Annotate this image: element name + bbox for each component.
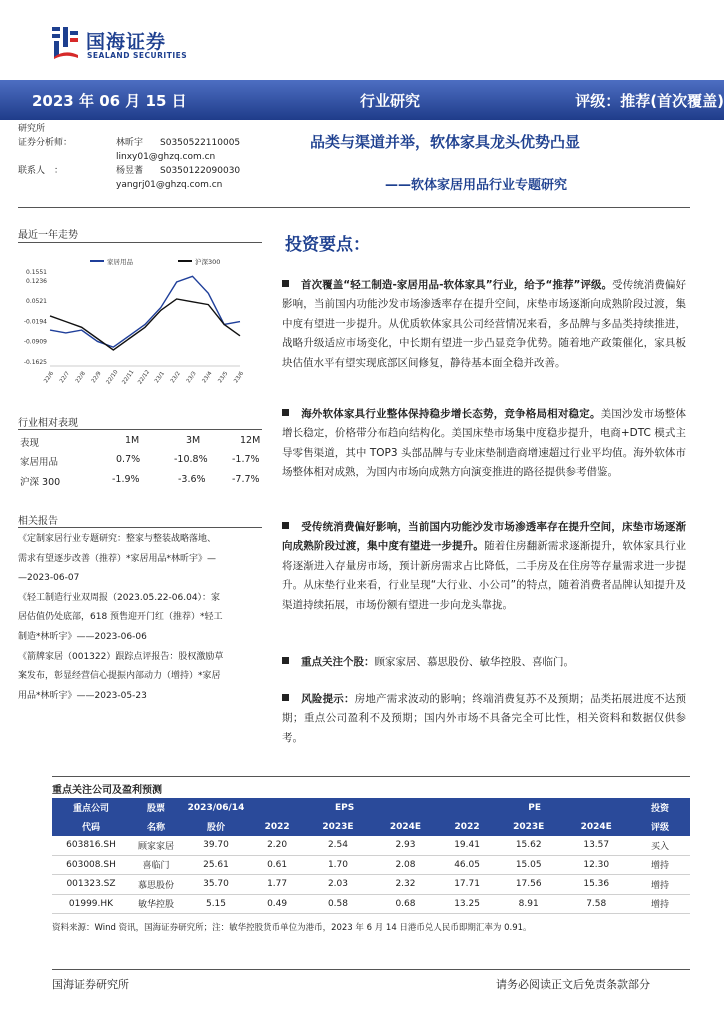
forecast-divider (52, 776, 690, 777)
cell-eps-2024e: 0.68 (372, 894, 440, 914)
th-pe-2024e: 2024E (562, 817, 630, 836)
y-tick-label: -0.0194 (23, 318, 47, 326)
cell-pe-2024e: 15.36 (562, 875, 630, 895)
report-line[interactable]: 《箭牌家居（001322）跟踪点评报告：股权激励草 (18, 651, 224, 662)
cell-code: 603008.SH (52, 855, 130, 875)
highlight-body: 随着住房翻新需求逐渐提升，软体家具行业将逐渐进入存量房市场，预计新房需求占比降低，二手房及在住房等存量需求进一步提升。从床垫行业来看，行业呈现“大行业、小公司”的特点，随着消费者品牌认知提升及渠道持续拓展，市场份额有望进一步向龙头靠拢。 (282, 540, 687, 611)
x-tick-label: 23/5 (217, 370, 230, 385)
cell-eps-2022: 0.61 (250, 855, 304, 875)
x-tick-label: 22/6 (43, 370, 56, 385)
th-rating: 评级 (630, 817, 690, 836)
dept-label: 研究所 (18, 124, 46, 134)
performance-heading: 行业相对表现 (18, 418, 78, 429)
highlight-lead: 重点关注个股： (301, 656, 375, 668)
report-line[interactable]: 制造*林昕宇》——2023-06-06 (18, 631, 147, 642)
cell-pe-2022: 13.25 (439, 894, 495, 914)
cell-eps-2024e: 2.08 (372, 855, 440, 875)
highlight-body: 受传统消费偏好影响，当前国内功能沙发市场渗透率存在提升空间，床垫市场逐渐向成熟阶段过渡，集中度有望进一步提升。从优质软体家具公司经营情况来看，多品牌与多品类持续推进，战略升级适应市场变化，中长期有望进一步凸显竞争优势。随着地产政策催化，家具板块估值水平有望实现底部区间修复，静待基本面全稳并改善。 (282, 279, 686, 369)
x-tick-label: 23/2 (169, 370, 182, 385)
cell-price: 39.70 (182, 836, 250, 855)
perf-row-name: 家居用品 (20, 457, 59, 468)
table-row (18, 450, 262, 470)
highlight-paragraph-1 (282, 276, 686, 373)
brand-name-en: SEALAND SECURITIES (87, 51, 188, 60)
th-name: 名称 (130, 817, 182, 836)
legend-label-furniture: 家居用品 (107, 258, 133, 266)
x-tick-label: 22/12 (137, 369, 152, 386)
report-category: 行业研究 (360, 92, 421, 110)
cell-pe-2022: 17.71 (439, 875, 495, 895)
investment-heading: 投资要点： (285, 235, 370, 255)
x-tick-label: 23/1 (154, 370, 167, 385)
cell-name: 敏华控股 (130, 894, 182, 914)
trend-divider (18, 242, 262, 243)
cell-pe-2024e: 13.57 (562, 836, 630, 855)
legend-label-hs300: 沪深300 (195, 258, 221, 266)
perf-col-label: 表现 (20, 438, 40, 449)
performance-header-row (18, 431, 262, 451)
analyst-email[interactable]: linxy01@ghzq.com.cn (116, 152, 216, 162)
bullet-icon (282, 280, 289, 287)
cell-rating: 增持 (630, 894, 690, 914)
x-tick-label: 23/3 (185, 370, 198, 385)
table-row (52, 855, 690, 875)
brand-logo (50, 25, 200, 65)
highlight-paragraph-2 (282, 405, 686, 483)
cell-eps-2023e: 2.03 (304, 875, 372, 895)
highlight-lead: 风险提示： (301, 693, 355, 705)
perf-row-1m: -1.9% (112, 474, 140, 485)
report-line[interactable]: 需求有望逐步改善（推荐）*家居用品*林昕宇》— (18, 553, 217, 564)
cell-eps-2023e: 1.70 (304, 855, 372, 875)
th-eps: EPS (250, 798, 439, 817)
perf-row-12m: -7.7% (232, 474, 260, 485)
contact-code: S0350122090030 (160, 166, 241, 176)
th-company: 重点公司 (52, 798, 130, 817)
table-row (52, 875, 690, 895)
y-tick-label: 0.0521 (26, 298, 47, 306)
th-pe-2022: 2022 (439, 817, 495, 836)
report-line[interactable]: 居估值仍处底部，618 预售迎开门红（推荐）*轻工 (18, 612, 223, 623)
th-invest: 投资 (630, 798, 690, 817)
bullet-icon (282, 694, 289, 701)
cell-pe-2023e: 15.62 (495, 836, 563, 855)
footer-disclaimer: 请务必阅读正文后免责条款部分 (496, 978, 650, 991)
perf-row-3m: -3.6% (178, 474, 206, 485)
cell-eps-2022: 1.77 (250, 875, 304, 895)
highlight-paragraph-4 (282, 653, 686, 672)
cell-eps-2023e: 0.58 (304, 894, 372, 914)
y-tick-label: 0.1551 (26, 269, 47, 276)
cell-name: 喜临门 (130, 855, 182, 875)
x-tick-label: 22/7 (59, 370, 72, 385)
perf-col-12m: 12M (240, 435, 261, 446)
forecast-title: 重点关注公司及盈利预测 (52, 785, 162, 796)
cell-eps-2022: 2.20 (250, 836, 304, 855)
th-pe: PE (439, 798, 630, 817)
cell-pe-2022: 19.41 (439, 836, 495, 855)
cell-price: 35.70 (182, 875, 250, 895)
cell-pe-2023e: 17.56 (495, 875, 563, 895)
highlight-body: 美国沙发市场整体增长稳定，价格带分布趋向结构化。美国床垫市场集中度稳步提升，电商+DTC 模式主导零售渠道，其中 TOP3 头部品牌与专业床垫制造商增速超过行业平均值。海外软体市场整体相对成熟，为国内市场向成熟方向演变推进的路径提供参考借鉴。 (282, 408, 687, 479)
footer-institute: 国海证券研究所 (52, 978, 129, 991)
th-stock: 股票 (130, 798, 182, 817)
cell-price: 25.61 (182, 855, 250, 875)
title-divider (18, 207, 690, 208)
highlight-lead: 受传统消费偏好影响，当前国内功能沙发市场渗透率存在提升空间，床垫市场逐渐向成熟阶段过渡，集中度有望进一步提升。 (282, 521, 686, 553)
highlight-paragraph-5 (282, 690, 686, 748)
cell-rating: 买入 (630, 836, 690, 855)
cell-code: 001323.SZ (52, 875, 130, 895)
report-line[interactable]: 案发布，彰显经营信心提振内部动力（增持）*家居 (18, 671, 221, 682)
reports-heading: 相关报告 (18, 516, 58, 527)
cell-pe-2024e: 7.58 (562, 894, 630, 914)
th-eps-2024e: 2024E (372, 817, 440, 836)
cell-eps-2023e: 2.54 (304, 836, 372, 855)
cell-code: 603816.SH (52, 836, 130, 855)
bullet-icon (282, 522, 289, 529)
cell-pe-2022: 46.05 (439, 855, 495, 875)
perf-row-3m: -10.8% (174, 454, 208, 465)
th-price: 股价 (182, 817, 250, 836)
highlight-paragraph-3 (282, 518, 686, 615)
report-date: 2023 年 06 月 15 日 (32, 92, 187, 110)
performance-divider (18, 429, 262, 430)
forecast-header-row-2 (52, 817, 690, 836)
th-eps-2022: 2022 (250, 817, 304, 836)
table-row (52, 894, 690, 914)
report-line[interactable]: 《轻工制造行业双周报（2023.05.22-06.04）：家 (18, 592, 221, 603)
trend-chart (18, 250, 262, 390)
x-tick-label: 22/11 (121, 369, 136, 386)
report-line[interactable]: —2023-06-07 (18, 573, 80, 584)
sealand-logo-icon (50, 25, 80, 59)
forecast-header-row-1 (52, 798, 690, 817)
report-line[interactable]: 用品*林昕宇》——2023-05-23 (18, 690, 147, 701)
analyst-label: 证券分析师： (18, 138, 73, 148)
perf-row-1m: 0.7% (116, 454, 141, 465)
x-tick-label: 22/9 (90, 370, 103, 385)
highlight-lead: 海外软体家具行业整体保持稳步增长态势，竞争格局相对稳定。 (301, 408, 601, 420)
cell-eps-2024e: 2.93 (372, 836, 440, 855)
highlight-body: 房地产需求波动的影响；终端消费复苏不及预期；品类拓展进度不达预期；重点公司盈利不及预期；国内外市场不具备完全可比性，相关资料和数据仅供参考。 (282, 693, 687, 744)
top-banner (0, 80, 724, 120)
report-subtitle: ——软体家居用品行业专题研究 (385, 178, 568, 193)
cell-pe-2023e: 8.91 (495, 894, 563, 914)
highlight-body: 顾家家居、慕思股份、敏华控股、喜临门。 (374, 656, 574, 668)
cell-eps-2022: 0.49 (250, 894, 304, 914)
x-tick-label: 22/8 (74, 370, 87, 385)
cell-eps-2024e: 2.32 (372, 875, 440, 895)
cell-rating: 增持 (630, 875, 690, 895)
footer-divider (52, 969, 690, 970)
perf-row-name: 沪深 300 (20, 477, 61, 488)
y-tick-label: 0.1236 (26, 277, 47, 285)
bullet-icon (282, 657, 289, 664)
analyst-name: 林昕宇 (116, 138, 144, 148)
trend-heading: 最近一年走势 (18, 230, 78, 241)
th-eps-2023e: 2023E (304, 817, 372, 836)
perf-row-12m: -1.7% (232, 454, 260, 465)
report-line[interactable]: 《定制家居行业专题研究：整家与整装战略落地、 (18, 534, 217, 544)
y-tick-label: -0.1625 (23, 359, 47, 366)
forecast-table (52, 798, 690, 914)
perf-col-1m: 1M (125, 435, 140, 446)
th-code: 代码 (52, 817, 130, 836)
x-tick-label: 23/4 (201, 370, 214, 385)
series-line-furniture (50, 276, 240, 347)
highlight-lead: 首次覆盖“轻工制造-家居用品-软体家具”行业，给予“推荐”评级。 (301, 279, 613, 291)
bullet-icon (282, 409, 289, 416)
cell-pe-2023e: 15.05 (495, 855, 563, 875)
cell-price: 5.15 (182, 894, 250, 914)
x-tick-label: 22/10 (105, 369, 120, 386)
related-reports-list[interactable] (18, 530, 268, 706)
cell-rating: 增持 (630, 855, 690, 875)
reports-divider (18, 527, 262, 528)
analyst-code: S0350522110005 (160, 138, 241, 148)
cell-name: 顾家家居 (130, 836, 182, 855)
cell-code: 01999.HK (52, 894, 130, 914)
brand-name-cn: 国海证券 (86, 31, 167, 53)
cell-name: 慕思股份 (130, 875, 182, 895)
table-row (52, 836, 690, 855)
report-rating: 评级：推荐(首次覆盖) (575, 92, 724, 110)
x-tick-label: 23/6 (233, 370, 246, 385)
report-title: 品类与渠道并举，软体家具龙头优势凸显 (310, 133, 581, 151)
th-pe-2023e: 2023E (495, 817, 563, 836)
y-tick-label: -0.0909 (23, 338, 47, 346)
th-date: 2023/06/14 (182, 798, 250, 817)
contact-email[interactable]: yangrj01@ghzq.com.cn (116, 180, 223, 190)
table-row (18, 470, 262, 490)
data-source-note: 资料来源：Wind 资讯，国海证券研究所；注：敏华控股货币单位为港币，2023 年 6 月 14 日港币兑人民币即期汇率为 0.91。 (52, 923, 532, 933)
contact-label: 联系人 ： (18, 166, 64, 176)
cell-pe-2024e: 12.30 (562, 855, 630, 875)
perf-col-3m: 3M (186, 435, 201, 446)
contact-name: 杨昱蓍 (116, 166, 144, 176)
